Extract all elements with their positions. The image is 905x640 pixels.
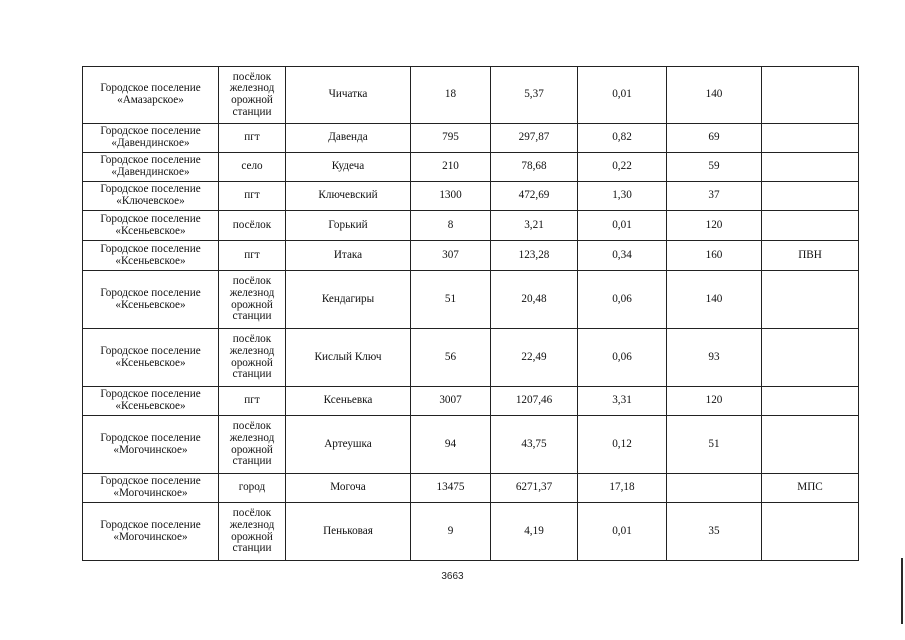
- cell-settlement: Городское поселение «Могочинское»: [83, 474, 219, 503]
- settlements-table: [82, 66, 859, 561]
- table-row: [83, 416, 859, 474]
- cell-settlement-type: пгт: [219, 124, 286, 153]
- table-row: [83, 153, 859, 182]
- cell-settlement-type: пгт: [219, 241, 286, 271]
- cell-value-4: 35: [667, 503, 762, 561]
- cell-value-4: 160: [667, 241, 762, 271]
- cell-locality-name: Ключевский: [286, 182, 411, 211]
- cell-value-2: 472,69: [491, 182, 578, 211]
- cell-value-4: 59: [667, 153, 762, 182]
- cell-locality-name: Кендагиры: [286, 271, 411, 329]
- cell-value-1: 210: [411, 153, 491, 182]
- cell-value-3: 0,01: [578, 67, 667, 124]
- cell-note: [762, 211, 859, 241]
- cell-value-3: 0,82: [578, 124, 667, 153]
- cell-value-3: 0,34: [578, 241, 667, 271]
- table-row: [83, 503, 859, 561]
- table-row: [83, 271, 859, 329]
- cell-locality-name: Ксеньевка: [286, 387, 411, 416]
- cell-value-2: 297,87: [491, 124, 578, 153]
- cell-note: [762, 182, 859, 211]
- cell-value-2: 5,37: [491, 67, 578, 124]
- table-row: [83, 241, 859, 271]
- table-row: [83, 211, 859, 241]
- cell-settlement-type: посёлок железнод орожной станции: [219, 329, 286, 387]
- cell-settlement: Городское поселение «Ксеньевское»: [83, 329, 219, 387]
- cell-note: [762, 503, 859, 561]
- cell-value-1: 94: [411, 416, 491, 474]
- cell-value-3: 0,06: [578, 271, 667, 329]
- cell-locality-name: Чичатка: [286, 67, 411, 124]
- cell-locality-name: Кислый Ключ: [286, 329, 411, 387]
- cell-value-3: 0,01: [578, 503, 667, 561]
- cell-value-1: 1300: [411, 182, 491, 211]
- cell-settlement: Городское поселение «Давендинское»: [83, 153, 219, 182]
- cell-value-3: 0,22: [578, 153, 667, 182]
- table-body: [83, 67, 859, 561]
- cell-settlement-type: посёлок железнод орожной станции: [219, 67, 286, 124]
- cell-locality-name: Давенда: [286, 124, 411, 153]
- table-row: [83, 182, 859, 211]
- cell-value-1: 3007: [411, 387, 491, 416]
- cell-value-4: 37: [667, 182, 762, 211]
- cell-note: [762, 124, 859, 153]
- cell-value-2: 6271,37: [491, 474, 578, 503]
- cell-settlement: Городское поселение «Ксеньевское»: [83, 271, 219, 329]
- cell-value-2: 4,19: [491, 503, 578, 561]
- cell-locality-name: Кудеча: [286, 153, 411, 182]
- cell-note: [762, 387, 859, 416]
- cell-settlement: Городское поселение «Ксеньевское»: [83, 387, 219, 416]
- table-row: [83, 387, 859, 416]
- cell-value-2: 1207,46: [491, 387, 578, 416]
- cell-value-3: 0,06: [578, 329, 667, 387]
- cell-value-3: 3,31: [578, 387, 667, 416]
- cell-settlement: Городское поселение «Давендинское»: [83, 124, 219, 153]
- cell-settlement: Городское поселение «Ксеньевское»: [83, 211, 219, 241]
- cell-locality-name: Могоча: [286, 474, 411, 503]
- cell-settlement-type: село: [219, 153, 286, 182]
- cell-value-2: 78,68: [491, 153, 578, 182]
- table-row: [83, 474, 859, 503]
- cell-value-1: 795: [411, 124, 491, 153]
- cell-settlement-type: посёлок железнод орожной станции: [219, 503, 286, 561]
- cell-note: МПС: [762, 474, 859, 503]
- cell-settlement-type: посёлок железнод орожной станции: [219, 271, 286, 329]
- page-number: 3663: [441, 571, 464, 582]
- cell-locality-name: Пеньковая: [286, 503, 411, 561]
- table-row: [83, 329, 859, 387]
- cell-value-1: 13475: [411, 474, 491, 503]
- cell-settlement: Городское поселение «Могочинское»: [83, 503, 219, 561]
- cell-value-4: 120: [667, 387, 762, 416]
- cell-value-2: 3,21: [491, 211, 578, 241]
- cell-value-3: 1,30: [578, 182, 667, 211]
- cell-settlement-type: посёлок: [219, 211, 286, 241]
- cell-value-3: 0,12: [578, 416, 667, 474]
- cell-settlement-type: город: [219, 474, 286, 503]
- cell-value-4: 93: [667, 329, 762, 387]
- cell-value-1: 8: [411, 211, 491, 241]
- cell-note: [762, 416, 859, 474]
- cell-settlement-type: посёлок железнод орожной станции: [219, 416, 286, 474]
- cell-settlement-type: пгт: [219, 387, 286, 416]
- table-row: [83, 67, 859, 124]
- cell-note: [762, 153, 859, 182]
- cell-settlement: Городское поселение «Могочинское»: [83, 416, 219, 474]
- cell-value-2: 123,28: [491, 241, 578, 271]
- cell-value-2: 20,48: [491, 271, 578, 329]
- cell-value-4: 120: [667, 211, 762, 241]
- cell-value-1: 9: [411, 503, 491, 561]
- cell-value-4: 51: [667, 416, 762, 474]
- cell-settlement-type: пгт: [219, 182, 286, 211]
- cell-locality-name: Артеушка: [286, 416, 411, 474]
- cell-value-2: 43,75: [491, 416, 578, 474]
- cell-locality-name: Итака: [286, 241, 411, 271]
- cell-value-4: 140: [667, 67, 762, 124]
- cell-value-3: 17,18: [578, 474, 667, 503]
- cell-value-2: 22,49: [491, 329, 578, 387]
- cell-locality-name: Горький: [286, 211, 411, 241]
- cell-value-1: 56: [411, 329, 491, 387]
- cell-value-3: 0,01: [578, 211, 667, 241]
- cell-value-4: 69: [667, 124, 762, 153]
- table-row: [83, 124, 859, 153]
- cell-settlement: Городское поселение «Ксеньевское»: [83, 241, 219, 271]
- cell-value-4: [667, 474, 762, 503]
- cell-value-1: 307: [411, 241, 491, 271]
- cell-note: [762, 67, 859, 124]
- cell-note: [762, 329, 859, 387]
- cell-value-1: 18: [411, 67, 491, 124]
- cell-note: ПВН: [762, 241, 859, 271]
- cell-value-1: 51: [411, 271, 491, 329]
- cell-settlement: Городское поселение «Амазарское»: [83, 67, 219, 124]
- cell-note: [762, 271, 859, 329]
- scan-edge-mark: [901, 558, 903, 624]
- cell-value-4: 140: [667, 271, 762, 329]
- cell-settlement: Городское поселение «Ключевское»: [83, 182, 219, 211]
